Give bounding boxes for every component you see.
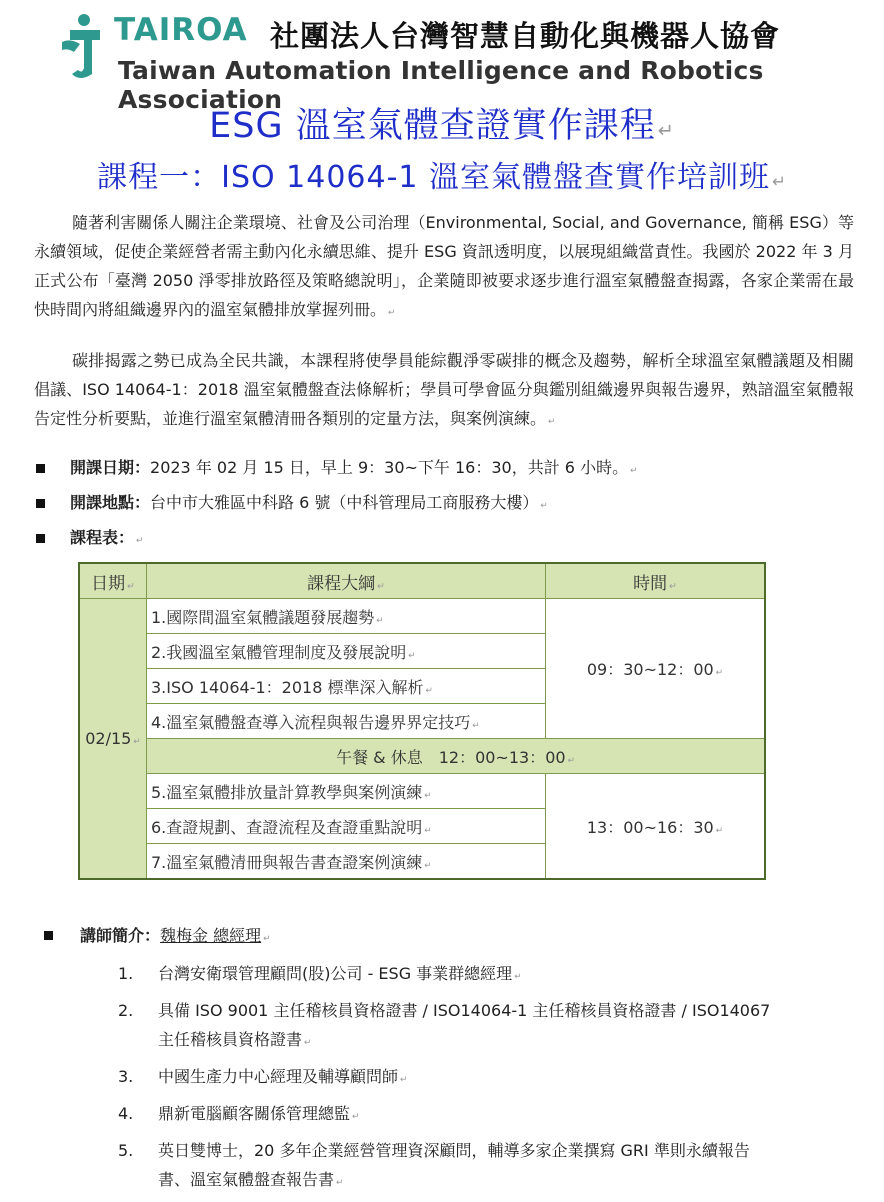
course-schedule-label: 課程表： ↵ <box>34 522 854 557</box>
topic-cell: 3.ISO 14064-1：2018 標準深入解析 ↵ <box>147 669 546 704</box>
topic-cell: 6.查證規劃、查證流程及查證重點說明 ↵ <box>147 809 546 844</box>
list-item: 5. 英日雙博士，20 多年企業經營管理資深顧問，輔導多家企業撰寫 GRI 準則永續報告書、溫室氣體盤查報告書 ↵ <box>118 1141 750 1189</box>
instructor-credentials <box>42 959 842 1198</box>
course-location: 開課地點：台中市大雅區中科路 6 號（中科管理局工商服務大樓） ↵ <box>34 487 854 522</box>
list-item: 1. 台灣安衛環管理顧問(股)公司 - ESG 事業群總經理 ↵ <box>118 964 522 983</box>
list-item: 2. 具備 ISO 9001 主任稽核員資格證書 / ISO14064-1 主任稽核員資格證書 / ISO14067 主任稽核員資格證書 ↵ <box>118 1001 771 1049</box>
topic-cell: 4.溫室氣體盤查導入流程與報告邊界界定技巧 ↵ <box>147 704 546 739</box>
bullet-icon <box>36 499 45 508</box>
topic-cell: 1.國際間溫室氣體議題發展趨勢 ↵ <box>147 599 546 634</box>
topic-cell: 5.溫室氣體排放量計算教學與案例演練 ↵ <box>147 774 546 809</box>
page-subtitle: 課程一：ISO 14064-1 溫室氣體盤查實作培訓班 ↵ <box>97 160 787 195</box>
list-item: 4. 鼎新電腦顧客關係管理總監 ↵ <box>118 1104 360 1123</box>
header-outline: 課程大綱 ↵ <box>147 563 546 599</box>
org-header <box>60 12 830 114</box>
break-cell: 午餐 & 休息 12：00~13：00 ↵ <box>147 739 766 774</box>
tairoa-logo-icon <box>60 12 120 84</box>
org-name-en: Taiwan Automation Intelligence and Robotics Association <box>118 56 764 114</box>
header-date: 日期 ↵ <box>79 563 147 599</box>
page-title: ESG 溫室氣體查證實作課程 ↵ <box>209 106 675 146</box>
org-name-zh: 社團法人台灣智慧自動化與機器人協會 <box>270 19 781 53</box>
table-row <box>79 774 765 809</box>
course-info-list <box>34 452 854 557</box>
break-row <box>79 739 765 774</box>
topic-cell: 2.我國溫室氣體管理制度及發展說明 ↵ <box>147 634 546 669</box>
bullet-icon <box>44 931 53 940</box>
instructor-section <box>42 922 842 1202</box>
topic-cell: 7.溫室氣體清冊與報告書查證案例演練 ↵ <box>147 844 546 880</box>
brand-name: TAIROA <box>114 12 248 48</box>
table-header-row <box>79 563 765 599</box>
schedule-table <box>78 562 766 880</box>
header-time: 時間 ↵ <box>546 563 766 599</box>
course-date: 開課日期：2023 年 02 月 15 日，早上 9：30~下午 16：30，共計 6 小時。 ↵ <box>34 452 854 487</box>
intro-paragraph: 隨著利害關係人關注企業環境、社會及公司治理（Environmental, Social, and Governance, 簡稱 ESG）等永續領域，促使企業經營者需主動內化永續思維、提升 ESG 資訊透明度，以展現組織當責性。我國於 2022 年 3 月正式公布「臺灣 2050 淨零排放路徑及策略總說明」，企業隨即被要求逐步進行溫室氣體盤查揭露，各家企業需在最快時間內將組織邊界內的溫室氣體排放掌握列冊。 ↵ <box>34 213 854 319</box>
afternoon-time: 13：00~16：30 ↵ <box>546 774 766 880</box>
course-paragraph: 碳排揭露之勢已成為全民共識，本課程將使學員能綜觀淨零碳排的概念及趨勢，解析全球溫室氣體議題及相關倡議、ISO 14064-1：2018 溫室氣體盤查法條解析；學員可學會區分與鑑別組織邊界與報告邊界，熟諳溫室氣體報告定性分析要點，並進行溫室氣體清冊各類別的定量方法，與案例演練。 ↵ <box>34 351 854 428</box>
morning-time: 09：30~12：00 ↵ <box>546 599 766 739</box>
instructor-heading: 講師簡介：魏梅金 總經理 ↵ <box>42 922 842 953</box>
bullet-icon <box>36 464 45 473</box>
instructor-name: 魏梅金 總經理 <box>160 926 262 945</box>
table-row <box>79 599 765 634</box>
session-date: 02/15 ↵ <box>79 599 147 880</box>
bullet-icon <box>36 534 45 543</box>
list-item: 3. 中國生產力中心經理及輔導顧問師 ↵ <box>118 1067 408 1086</box>
